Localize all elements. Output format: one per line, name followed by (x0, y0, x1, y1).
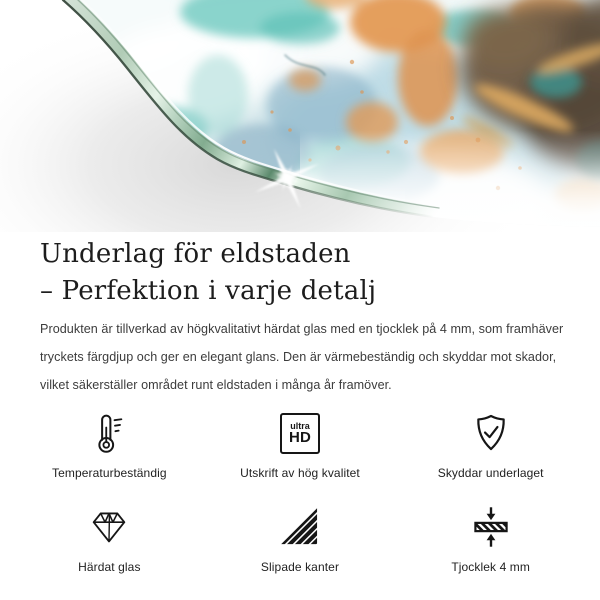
feature-label: Slipade kanter (260, 560, 340, 574)
description-line-1: Produkten är tillverkad av högkvalitativt härdat glas med en tjocklek på 4 mm, som framhäver (40, 322, 564, 336)
thickness-icon (469, 502, 513, 552)
diamond-icon (86, 502, 132, 552)
feature-label: Temperaturbeständig (52, 466, 167, 480)
feature-thickness (395, 502, 586, 574)
feature-grid (14, 408, 586, 574)
thermometer-icon (87, 408, 131, 458)
beveled-edges-icon (279, 502, 321, 552)
hero-image (0, 0, 600, 232)
ultra-hd-icon (280, 408, 320, 458)
feature-temperature (14, 408, 205, 480)
ultra-hd-text-top: ultra (290, 421, 310, 431)
feature-label: Tjocklek 4 mm (451, 560, 530, 574)
description-line-3: vilket säkerställer området runt eldstaden i många år framöver. (40, 378, 392, 392)
feature-label: Utskrift av hög kvalitet (240, 466, 360, 480)
product-description (40, 315, 564, 399)
description-line-2: tryckets färgdjup och ger en elegant glans. Den är värmebeständig och skyddar mot skador, (40, 350, 557, 364)
feature-tempered-glass (14, 502, 205, 574)
ultra-hd-text-bottom: HD (288, 429, 312, 446)
feature-protection (395, 408, 586, 480)
feature-label: Skyddar underlaget (437, 466, 544, 480)
ultra-hd-box (280, 413, 320, 454)
feature-polished-edges (205, 502, 396, 574)
page-title (40, 236, 560, 310)
page-title-line-2: – Perfektion i varje detalj (40, 276, 377, 306)
feature-label: Härdat glas (78, 560, 141, 574)
product-photo (0, 0, 600, 232)
shield-check-icon (469, 408, 513, 458)
page-title-line-1: Underlag för eldstaden (40, 239, 351, 269)
feature-print-quality (205, 408, 396, 480)
